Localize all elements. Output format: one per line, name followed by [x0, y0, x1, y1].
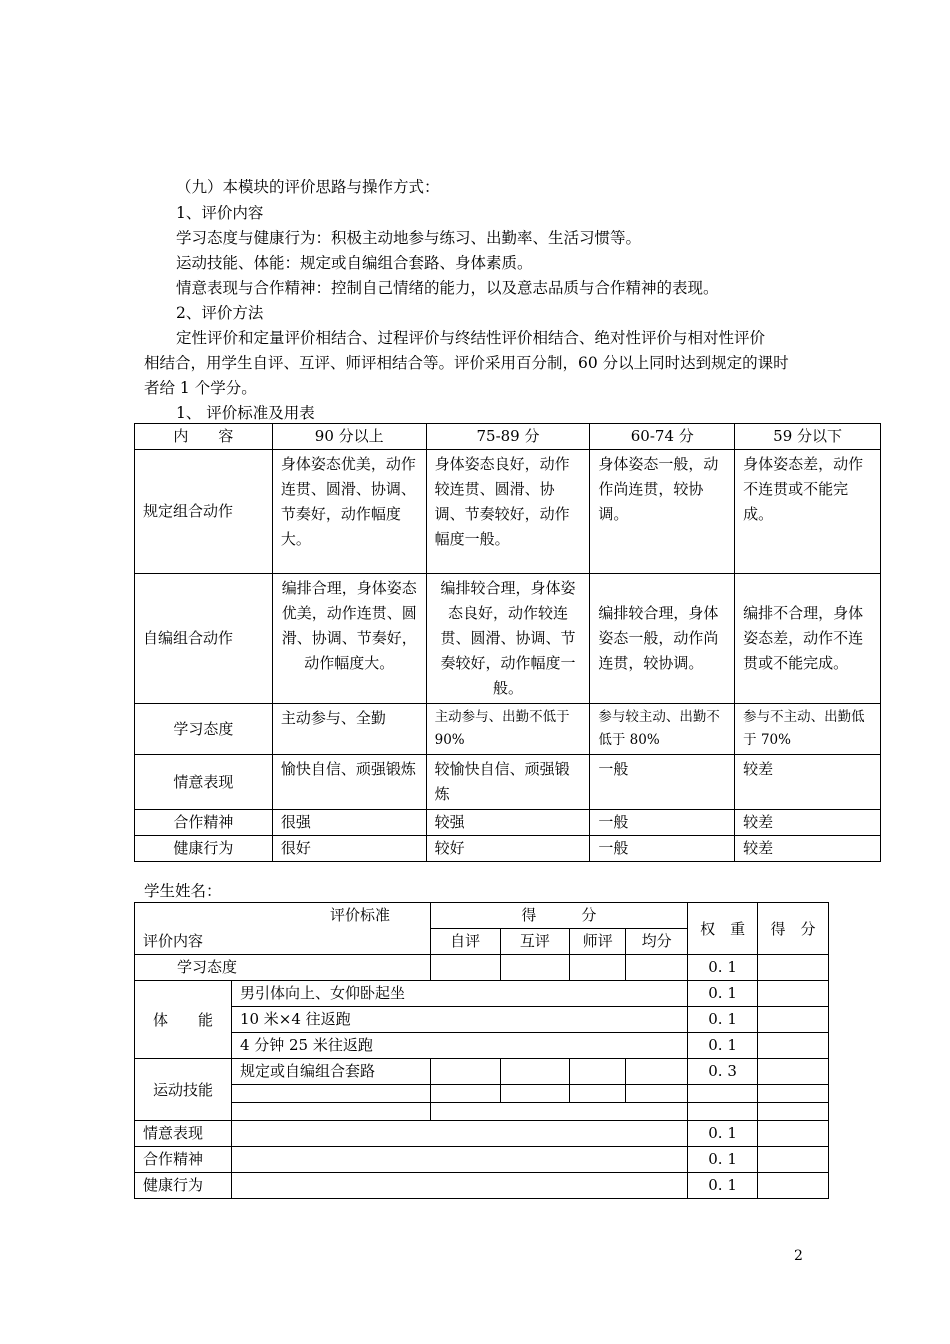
table-cell: 参与不主动、出勤低于 70%	[735, 704, 881, 755]
fitness-item: 10 米×4 往返跑	[231, 1007, 687, 1033]
header-cell: 60-74 分	[590, 424, 735, 450]
table-row	[135, 1033, 829, 1059]
table-cell: 较差	[735, 836, 881, 862]
row-label: 规定组合动作	[135, 450, 273, 574]
table-cell: 较好	[426, 836, 590, 862]
sub-header-peer: 互评	[500, 929, 570, 955]
final-score-cell[interactable]	[758, 1059, 829, 1085]
row-label-fitness: 体 能	[135, 981, 232, 1059]
table-row	[135, 574, 881, 704]
weight-cell: 0. 1	[688, 955, 758, 981]
blank-cell[interactable]	[430, 1103, 687, 1121]
table-row	[135, 450, 881, 574]
header-weight: 权 重	[688, 903, 758, 955]
sub-header-teacher: 师评	[570, 929, 626, 955]
sub-header-average: 均分	[626, 929, 688, 955]
table-row	[135, 1085, 829, 1103]
skill-item: 规定或自编组合套路	[231, 1059, 430, 1085]
score-cell[interactable]	[430, 1085, 500, 1103]
weight-cell: 0. 1	[688, 1007, 758, 1033]
table-row	[135, 1121, 829, 1147]
table-cell: 很强	[272, 810, 426, 836]
row-label: 情意表现	[135, 755, 273, 810]
table-cell: 编排较合理，身体姿态良好，动作较连贯、圆滑、协调、节奏较好，动作幅度一般。	[426, 574, 590, 704]
weight-cell: 0. 1	[688, 1033, 758, 1059]
fitness-item: 4 分钟 25 米往返跑	[231, 1033, 687, 1059]
sub-header-self: 自评	[430, 929, 500, 955]
weight-cell: 0. 3	[688, 1059, 758, 1085]
row-label: 健康行为	[135, 836, 273, 862]
final-score-cell[interactable]	[758, 1173, 829, 1199]
row-label-health: 健康行为	[135, 1173, 232, 1199]
table-cell: 身体姿态良好，动作较连贯、圆滑、协调、节奏较好，动作幅度一般。	[426, 450, 590, 574]
table-cell: 一般	[590, 810, 735, 836]
weight-cell: 0. 1	[688, 1121, 758, 1147]
row-label: 学习态度	[135, 704, 273, 755]
blank-cell[interactable]	[231, 1147, 687, 1173]
final-score-cell[interactable]	[758, 1147, 829, 1173]
table-row	[135, 810, 881, 836]
final-score-cell[interactable]	[758, 1007, 829, 1033]
row-label: 合作精神	[135, 810, 273, 836]
score-cell[interactable]	[430, 1059, 500, 1085]
table-cell: 一般	[590, 836, 735, 862]
header-standard: 评价标准	[135, 903, 431, 929]
blank-cell[interactable]	[231, 1121, 687, 1147]
subheading-standards: 1、 评价标准及用表	[176, 404, 315, 422]
weight-cell: 0. 1	[688, 1147, 758, 1173]
table-cell: 愉快自信、顽强锻炼	[272, 755, 426, 810]
table-cell: 较差	[735, 810, 881, 836]
table-row	[135, 1173, 829, 1199]
table-header-row	[135, 424, 881, 450]
method-line-2: 相结合，用学生自评、互评、师评相结合等。评价采用百分制，60 分以上同时达到规定的课时	[144, 354, 789, 372]
blank-cell[interactable]	[231, 1085, 430, 1103]
row-label-skill: 运动技能	[135, 1059, 232, 1121]
score-cell[interactable]	[626, 1085, 688, 1103]
final-score-cell[interactable]	[758, 1033, 829, 1059]
table-row	[135, 836, 881, 862]
blank-cell[interactable]	[231, 1103, 430, 1121]
table-header-row	[135, 903, 829, 929]
table-cell: 较强	[426, 810, 590, 836]
score-cell[interactable]	[500, 1059, 570, 1085]
blank-cell	[758, 1085, 829, 1103]
table-cell: 身体姿态差，动作不连贯或不能完成。	[735, 450, 881, 574]
table-cell: 参与较主动、出勤不低于 80%	[590, 704, 735, 755]
table-cell: 主动参与、全勤	[272, 704, 426, 755]
header-score: 得 分	[430, 903, 687, 929]
blank-cell	[688, 1103, 758, 1121]
blank-cell	[688, 1085, 758, 1103]
score-cell[interactable]	[500, 955, 570, 981]
table-row	[135, 755, 881, 810]
header-content: 评价内容	[135, 929, 431, 955]
method-line-1: 定性评价和定量评价相结合、过程评价与终结性评价相结合、绝对性评价与相对性评价	[176, 329, 766, 347]
page-number: 2	[794, 1248, 803, 1264]
header-final-score: 得 分	[758, 903, 829, 955]
header-cell: 75-89 分	[426, 424, 590, 450]
score-cell[interactable]	[430, 955, 500, 981]
table-cell: 较愉快自信、顽强锻炼	[426, 755, 590, 810]
table-cell: 很好	[272, 836, 426, 862]
table-row	[135, 1059, 829, 1085]
table-cell: 编排较合理，身体姿态一般，动作尚连贯，较协调。	[590, 574, 735, 704]
table-cell: 编排合理，身体姿态优美，动作连贯、圆滑、协调、节奏好，动作幅度大。	[272, 574, 426, 704]
method-line-3: 者给 1 个学分。	[144, 379, 257, 397]
blank-cell	[758, 1103, 829, 1121]
table-row	[135, 981, 829, 1007]
evaluation-table	[134, 902, 829, 1199]
table-cell: 编排不合理，身体姿态差，动作不连贯或不能完成。	[735, 574, 881, 704]
weight-cell: 0. 1	[688, 1173, 758, 1199]
paragraph-attitude: 学习态度与健康行为：积极主动地参与练习、出勤率、生活习惯等。	[176, 229, 642, 247]
section-heading: （九）本模块的评价思路与操作方式：	[176, 178, 440, 196]
paragraph-emotion: 情意表现与合作精神：控制自己情绪的能力，以及意志品质与合作精神的表现。	[176, 279, 719, 297]
student-name-label: 学生姓名：	[144, 882, 222, 900]
subheading-content: 1、评价内容	[176, 204, 264, 222]
row-label-cooperation: 合作精神	[135, 1147, 232, 1173]
header-cell: 90 分以上	[272, 424, 426, 450]
weight-cell: 0. 1	[688, 981, 758, 1007]
row-label-attitude: 学习态度	[135, 955, 431, 981]
table-cell: 较差	[735, 755, 881, 810]
score-cell[interactable]	[570, 955, 626, 981]
table-row	[135, 1103, 829, 1121]
table-row	[135, 955, 829, 981]
table-cell: 一般	[590, 755, 735, 810]
standards-table	[134, 423, 881, 862]
table-row	[135, 704, 881, 755]
final-score-cell[interactable]	[758, 1121, 829, 1147]
table-row	[135, 1007, 829, 1033]
header-cell: 内 容	[135, 424, 273, 450]
blank-cell[interactable]	[231, 1173, 687, 1199]
table-cell: 身体姿态一般，动作尚连贯，较协调。	[590, 450, 735, 574]
subheading-method: 2、评价方法	[176, 304, 264, 322]
header-cell: 59 分以下	[735, 424, 881, 450]
paragraph-skill: 运动技能、体能：规定或自编组合套路、身体素质。	[176, 254, 533, 272]
row-label-emotion: 情意表现	[135, 1121, 232, 1147]
score-cell[interactable]	[626, 1059, 688, 1085]
score-cell[interactable]	[570, 1059, 626, 1085]
final-score-cell[interactable]	[758, 981, 829, 1007]
final-score-cell[interactable]	[758, 955, 829, 981]
score-cell[interactable]	[500, 1085, 570, 1103]
fitness-item: 男引体向上、女仰卧起坐	[231, 981, 687, 1007]
table-cell: 身体姿态优美，动作连贯、圆滑、协调、节奏好，动作幅度大。	[272, 450, 426, 574]
row-label: 自编组合动作	[135, 574, 273, 704]
table-cell: 主动参与、出勤不低于 90%	[426, 704, 590, 755]
table-row	[135, 1147, 829, 1173]
score-cell[interactable]	[626, 955, 688, 981]
score-cell[interactable]	[570, 1085, 626, 1103]
